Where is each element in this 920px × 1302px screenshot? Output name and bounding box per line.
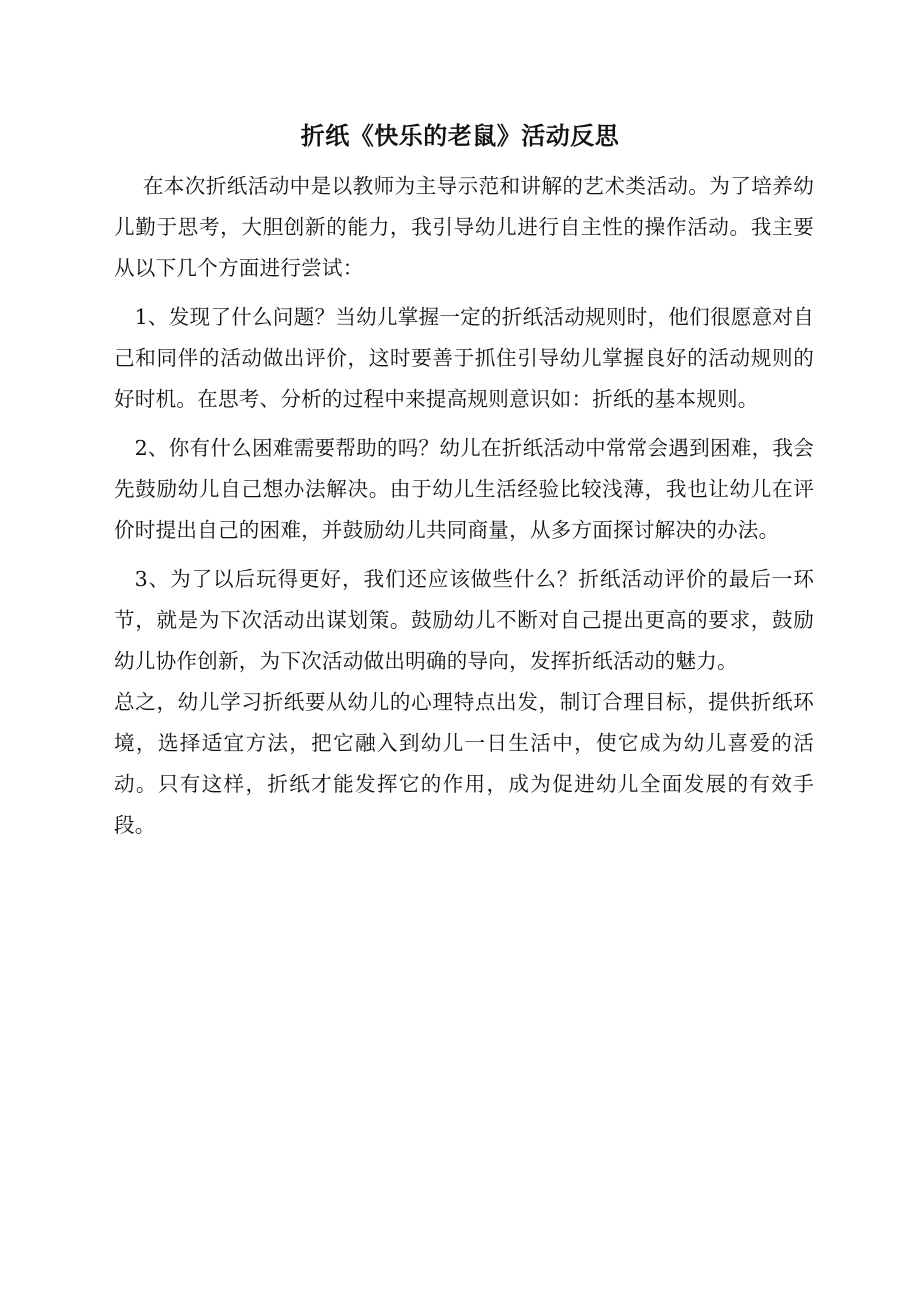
intro-paragraph: 在本次折纸活动中是以教师为主导示范和讲解的艺术类活动。为了培养幼儿勤于思考，大胆创新的能力，我引导幼儿进行自主性的操作活动。我主要从以下几个方面进行尝试： (114, 174, 814, 280)
document-title: 折纸《快乐的老鼠》活动反思 (300, 121, 620, 150)
point-2-paragraph: 2、你有什么困难需要帮助的吗？幼儿在折纸活动中常常会遇到困难，我会先鼓励幼儿自己想办法解决。由于幼儿生活经验比较浅薄，我也让幼儿在评价时提出自己的困难，并鼓励幼儿共同商量，从多方面探讨解决的办法。 (114, 436, 814, 542)
document-body (114, 166, 814, 846)
conclusion-paragraph: 总之，幼儿学习折纸要从幼儿的心理特点出发，制订合理目标，提供折纸环境，选择适宜方法，把它融入到幼儿一日生活中，使它成为幼儿喜爱的活动。只有这样，折纸才能发挥它的作用，成为促进幼儿全面发展的有效手段。 (114, 690, 814, 837)
point-3-paragraph: 3、为了以后玩得更好，我们还应该做些什么？折纸活动评价的最后一环节，就是为下次活动出谋划策。鼓励幼儿不断对自己提出更高的要求，鼓励幼儿协作创新，为下次活动做出明确的导向，发挥折纸活动的魅力。 (114, 567, 814, 673)
point-1-paragraph: 1、发现了什么问题？当幼儿掌握一定的折纸活动规则时，他们很愿意对自己和同伴的活动做出评价，这时要善于抓住引导幼儿掌握良好的活动规则的好时机。在思考、分析的过程中来提高规则意识如：折纸的基本规则。 (114, 305, 814, 411)
